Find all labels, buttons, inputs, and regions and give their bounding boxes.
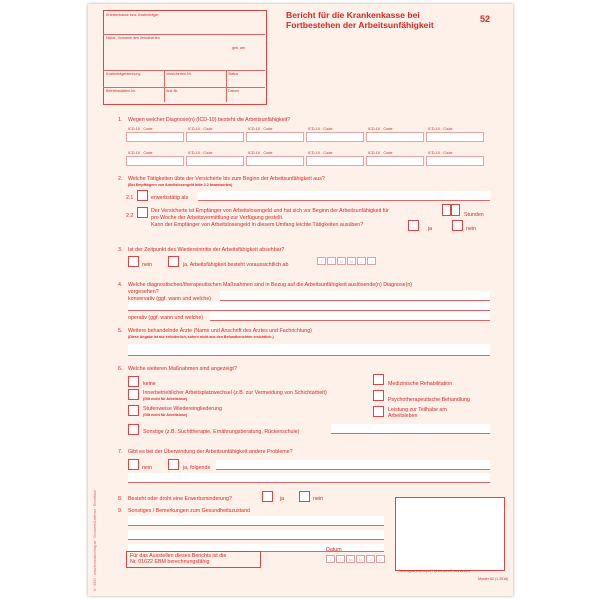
insurer-id-label: Kostenträgerkennung xyxy=(106,72,141,76)
icd-code-field[interactable] xyxy=(366,127,424,142)
q4-operative-field[interactable] xyxy=(210,311,490,321)
icd-code-field[interactable] xyxy=(306,151,364,166)
form-title xyxy=(286,11,434,30)
q3-date-digit-box[interactable]: T xyxy=(327,257,336,265)
q6-internal-checkbox[interactable] xyxy=(128,389,139,400)
q8-no-checkbox[interactable] xyxy=(299,491,310,502)
q7-no-checkbox[interactable] xyxy=(128,459,139,470)
q6-participation-checkbox[interactable] xyxy=(373,406,384,417)
form-number: 52 xyxy=(480,14,491,24)
q2-2-yes-label: ja xyxy=(428,226,433,232)
q7-no-label: nein xyxy=(142,465,153,471)
q7-text: Gibt es bei der Überwindung der Arbeitsunfähigkeit andere Probleme? xyxy=(128,449,293,455)
q9-remarks-field-2[interactable] xyxy=(128,530,384,540)
q3-date-digit-box[interactable]: M xyxy=(347,257,356,265)
q2-2-no-label: nein xyxy=(466,226,477,232)
q2-2-line1: Der Versicherte ist Empfänger von Arbeitslosengeld und hat sich vor Beginn der Arbeitsunfähigkeit für xyxy=(151,208,389,214)
form-title-line1: Bericht für die Krankenkasse bei xyxy=(286,10,420,20)
q4-number: 4. xyxy=(118,282,123,288)
q3-date-digit-box[interactable]: J xyxy=(367,257,376,265)
q2-number: 2. xyxy=(118,176,123,182)
name-label: Name, Vorname des Versicherten xyxy=(106,36,160,40)
q1-number: 1. xyxy=(118,117,123,123)
status-label: Status xyxy=(228,72,239,76)
q8-text: Besteht oder droht eine Erwerbsminderung? xyxy=(128,496,232,502)
q3-date-digit-box[interactable]: J xyxy=(357,257,366,265)
insured-no-label: Versicherten-Nr. xyxy=(166,72,192,76)
q2-2-hours-box-2[interactable] xyxy=(451,204,460,216)
form-version: Muster 52 (1.2018) xyxy=(478,577,509,581)
bsnr-label: Betriebsstätten-Nr. xyxy=(106,89,136,93)
q6-other-field[interactable] xyxy=(331,424,490,434)
q7-number: 7. xyxy=(118,449,123,455)
q2-1-checkbox[interactable] xyxy=(137,190,148,201)
q4-extra-field[interactable] xyxy=(128,302,490,311)
icd-code-field[interactable] xyxy=(186,151,244,166)
q6-participation-label-1: Leistung zur Teilhabe am xyxy=(388,407,447,413)
q6-gradual-checkbox[interactable] xyxy=(128,405,139,416)
q4-text: Welche diagnostischen/therapeutischen Maßnahmen sind in Bezug auf die Arbeitsunfähigkeit auslösende(n) Diagnose(n) xyxy=(128,282,413,288)
footer-date-digit-box[interactable]: M xyxy=(356,555,365,563)
footer-date-digit-box[interactable]: T xyxy=(336,555,345,563)
icd-code-field[interactable] xyxy=(306,127,364,142)
q9-text: Sonstiges / Bemerkungen zum Gesundheitszustand xyxy=(128,508,250,514)
q2-1-label: erwerbstätig als xyxy=(151,195,189,201)
signature-label: Vertragsarztstempel / Unterschrift des Arztes xyxy=(399,569,471,573)
q3-date-digit-box[interactable]: T xyxy=(317,257,326,265)
q7-yes-label: ja, folgende xyxy=(183,465,211,471)
icd-code-label: ICD-10 - Code xyxy=(188,127,213,131)
icd-code-label: ICD-10 - Code xyxy=(308,151,333,155)
icd-code-field[interactable] xyxy=(426,127,484,142)
q8-yes-label: ja xyxy=(280,496,285,502)
q9-remarks-field-1[interactable] xyxy=(128,516,384,526)
footer-date-label: Datum xyxy=(326,547,342,553)
q9-number: 9. xyxy=(118,508,123,514)
q1-text: Wegen welcher Diagnose(n) (ICD-10) besteht die Arbeitsunfähigkeit? xyxy=(128,117,291,123)
footer-date-digit-box[interactable]: J xyxy=(366,555,375,563)
insurer-label: Krankenkasse bzw. Kostenträger xyxy=(106,13,159,17)
q6-number: 6. xyxy=(118,366,123,372)
form-title-line2: Fortbestehen der Arbeitsunfähigkeit xyxy=(286,19,434,30)
q6-internal-note: (Gilt nicht für Arbeitslose) xyxy=(143,397,188,401)
q6-text: Welche weiteren Maßnahmen sind angezeigt? xyxy=(128,366,237,372)
q5-note: (Diese Angabe ist nur erforderlich, sofern nicht aus den Befundberichten ersichtlich.) xyxy=(128,335,274,339)
q5-text: Weitere behandelnde Ärzte (Name und Anschrift des Arztes und Fachrichtung) xyxy=(128,328,312,334)
q2-2-number: 2.2 xyxy=(126,213,134,219)
footer-date-digit-box[interactable]: T xyxy=(326,555,335,563)
q7-problems-field[interactable] xyxy=(216,460,490,470)
icd-code-field[interactable] xyxy=(426,151,484,166)
icd-code-field[interactable] xyxy=(126,127,184,142)
q2-2-yes-checkbox[interactable] xyxy=(408,220,419,231)
icd-code-label: ICD-10 - Code xyxy=(428,127,453,131)
q3-yes-label: ja, Arbeitsfähigkeit besteht voraussichtlich ab xyxy=(183,262,289,268)
q4-text-2: vorgesehen? xyxy=(128,289,159,295)
q3-date-digit-box[interactable]: M xyxy=(337,257,346,265)
q2-2-no-checkbox[interactable] xyxy=(452,220,463,231)
q3-no-label: nein xyxy=(142,262,153,268)
icd-code-label: ICD-10 - Code xyxy=(188,151,213,155)
icd-code-label: ICD-10 - Code xyxy=(128,151,153,155)
q7-yes-checkbox[interactable] xyxy=(168,459,179,470)
q6-medical-label: Medizinische Rehabilitation xyxy=(388,381,453,387)
icd-code-field[interactable] xyxy=(186,127,244,142)
footer-date-digit-box[interactable]: M xyxy=(346,555,355,563)
q8-no-label: nein xyxy=(313,496,324,502)
icd-code-field[interactable] xyxy=(366,151,424,166)
footer-date-digit-box[interactable]: J xyxy=(376,555,385,563)
q2-2-line2: pro Woche der Arbeitsvermittlung zur Verfügung gestellt. xyxy=(151,215,284,221)
date-label-header: Datum xyxy=(228,89,239,93)
side-print-info: N · 6520 · www.formularverlag.de · Druckerei/Lieferant · Einzelblatt xyxy=(93,490,97,591)
q2-2-line3: Kann der Empfänger von Arbeitslosengeld in diesem Umfang leichte Tätigkeiten ausüben? xyxy=(151,222,364,228)
icd-code-label: ICD-10 - Code xyxy=(368,151,393,155)
dob-label: geb. am xyxy=(232,46,245,50)
billing-note-line1: Für das Ausstellen dieses Berichts ist die xyxy=(130,553,227,559)
q4-conservative-label: konservativ (ggf. wann und welche) xyxy=(128,296,212,302)
icd-code-label: ICD-10 - Code xyxy=(428,151,453,155)
q2-2-hours-box[interactable] xyxy=(442,204,451,216)
q8-yes-checkbox[interactable] xyxy=(262,491,273,502)
q6-other-checkbox[interactable] xyxy=(128,424,139,435)
q2-note: (Bei Empfängern von Arbeitslosengeld bitte 2.2 beantworten) xyxy=(128,183,233,187)
q2-text: Welche Tätigkeiten übte der Versicherte bis zum Beginn der Arbeitsunfähigkeit aus? xyxy=(128,176,325,182)
icd-code-field[interactable] xyxy=(246,151,304,166)
q7-problems-field-2[interactable] xyxy=(128,473,490,483)
q6-other-label: Sonstige (z.B. Suchttherapie, Ernährungsberatung, Rückenschule) xyxy=(143,429,300,435)
q5-number: 5. xyxy=(118,328,123,334)
q6-internal-label: Innerbetrieblicher Arbeitsplatzwechsel (z.B. zur Vermeidung von Schichtarbeit) xyxy=(143,390,327,396)
icd-code-label: ICD-10 - Code xyxy=(248,127,273,131)
q6-none-checkbox[interactable] xyxy=(128,376,139,387)
q3-yes-checkbox[interactable] xyxy=(168,256,179,267)
icd-code-label: ICD-10 - Code xyxy=(308,127,333,131)
q6-gradual-note: (Gilt nicht für Arbeitslose) xyxy=(143,413,188,417)
q6-participation-label-2: Arbeitsleben xyxy=(388,413,418,419)
q2-1-number: 2.1 xyxy=(126,195,134,201)
signature-box[interactable] xyxy=(395,497,505,571)
insurer-field[interactable] xyxy=(105,20,263,30)
q6-gradual-label: Stufenweise Wiedereingliederung xyxy=(143,406,222,412)
q3-number: 3. xyxy=(118,247,123,253)
q3-text: Ist der Zeitpunkt des Wiedereintritts der Arbeitsfähigkeit absehbar? xyxy=(128,247,285,253)
q4-operative-label: operativ (ggf. wann und welche) xyxy=(128,315,204,321)
icd-code-field[interactable] xyxy=(126,151,184,166)
icd-code-label: ICD-10 - Code xyxy=(368,127,393,131)
q6-none-label: keine xyxy=(143,381,156,387)
lanr-label: Arzt-Nr. xyxy=(166,89,179,93)
q3-no-checkbox[interactable] xyxy=(128,256,139,267)
q8-number: 8. xyxy=(118,496,123,502)
q4-conservative-field[interactable] xyxy=(220,291,490,301)
q2-2-checkbox[interactable] xyxy=(137,207,148,218)
q2-2-hours-label: Stunden xyxy=(464,212,484,218)
icd-code-label: ICD-10 - Code xyxy=(248,151,273,155)
q6-medical-checkbox[interactable] xyxy=(373,374,384,385)
icd-code-field[interactable] xyxy=(246,127,304,142)
icd-code-label: ICD-10 - Code xyxy=(128,127,153,131)
q5-doctors-field[interactable] xyxy=(128,344,490,356)
form-sheet xyxy=(88,4,513,596)
q6-psycho-label: Psychotherapeutische Behandlung xyxy=(388,397,470,403)
q6-psycho-checkbox[interactable] xyxy=(373,390,384,401)
q2-1-occupation-field[interactable] xyxy=(198,191,490,201)
billing-note-line2: Nr. 01622 EBM berechnungsfähig xyxy=(130,559,210,565)
